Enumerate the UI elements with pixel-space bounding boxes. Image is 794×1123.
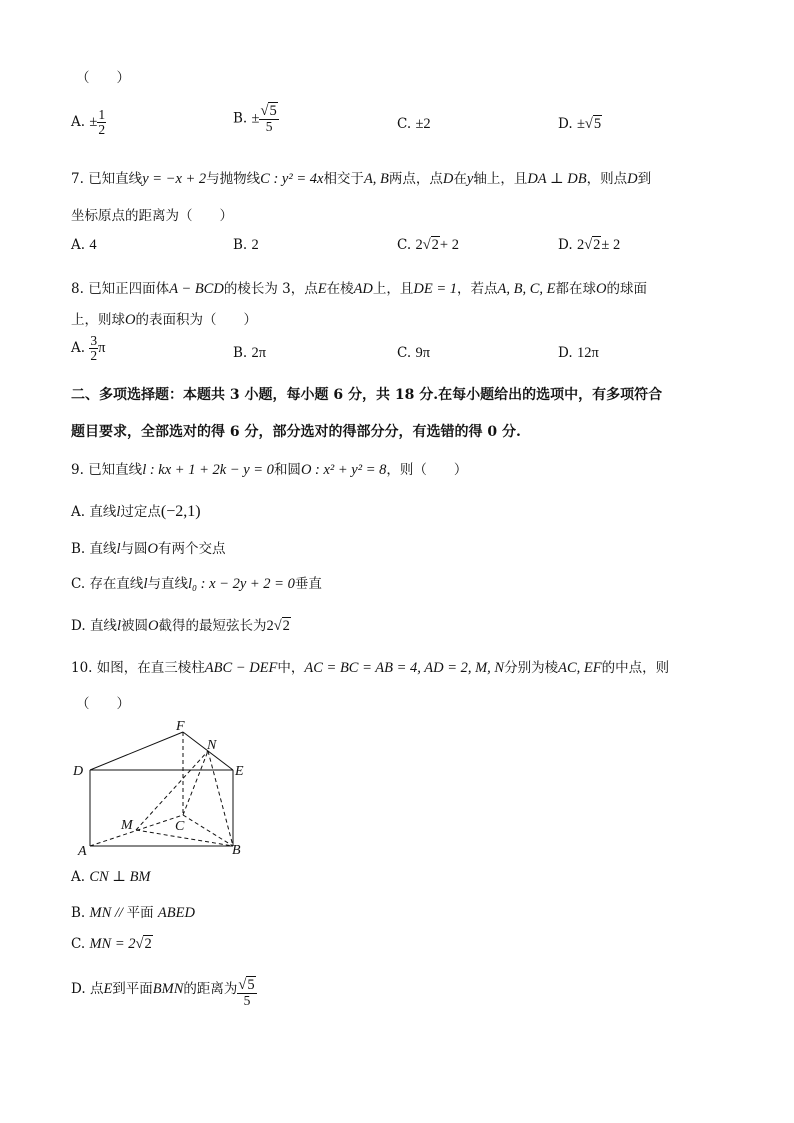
label-D: D — [73, 764, 84, 779]
segment-NB — [208, 751, 233, 846]
segment-CN — [183, 751, 208, 815]
q7-option-c: C. 2√2+ 2 — [397, 237, 459, 253]
label-A: A — [78, 844, 87, 859]
q9-option-d: D. 直线l被圆O截得的最短弦长为2√2 — [71, 618, 290, 634]
q8-option-d: D. 12π — [558, 345, 599, 361]
label-F: F — [176, 719, 185, 734]
q6-b-fraction: $\frac{√5}{5}$ — [260, 103, 277, 135]
q9-option-b: B. 直线l与圆O有两个交点 — [71, 541, 226, 557]
q9-stem: 9. 已知直线l : kx + 1 + 2k − y = 0和圆O : x² + y² = 8，则（ ） — [71, 462, 468, 478]
q10-stem-paren: （ ） — [76, 696, 130, 712]
edge-DF — [90, 732, 183, 770]
q10-stem-line1: 10. 如图，在直三棱柱ABC − DEF中，AC = BC = AB = 4, AD = 2, M, N分别为棱AC, EF的中点，则 — [71, 660, 670, 676]
q6-option-d: D. ±√5 — [558, 116, 602, 132]
section2-heading-line2: 题目要求，全部选对的得 6 分，部分选对的得部分分，有选错的得 0 分. — [71, 424, 521, 440]
label-C: C — [175, 819, 185, 834]
q7-option-d: D. 2√2± 2 — [558, 237, 621, 253]
q7-option-b: B. 2 — [233, 237, 259, 253]
q6-option-c: C. ±2 — [397, 116, 431, 132]
q9-option-c: C. 存在直线l与直线l₀ : x − 2y + 2 = 0垂直 — [71, 576, 322, 592]
q10-prism-figure — [70, 718, 260, 864]
q7-stem-line2: 坐标原点的距离为（ ） — [71, 208, 233, 224]
q8-option-a: A. $\frac{3}{2}$ π — [71, 333, 106, 364]
section2-heading-line1: 二、多项选择题：本题共 3 小题，每小题 6 分，共 18 分.在每小题给出的选项中，有多项符合 — [71, 387, 663, 403]
label-E: E — [235, 764, 244, 779]
label-B: B — [232, 843, 241, 858]
q6-d-sqrt: √5 — [584, 116, 602, 132]
q8-option-c: C. 9π — [397, 345, 431, 361]
q7-stem-line1: 7. 已知直线y = −x + 2与抛物线C : y² = 4x相交于A, B两点，点D在y轴上，且DA ⊥ DB，则点D到 — [71, 171, 652, 187]
segment-MB — [136, 830, 233, 846]
q8-stem-line1: 8. 已知正四面体A − BCD的棱长为 3，点E在棱AD上，且DE = 1，若点A, B, C, E都在球O的球面 — [71, 281, 648, 297]
label-M: M — [121, 818, 133, 833]
q10-option-b: B. MN // 平面 ABED — [71, 905, 195, 921]
q9-option-a: A. 直线l过定点(−2,1) — [71, 503, 201, 520]
edge-CB — [183, 815, 233, 846]
q10-option-c: C. MN = 2√2 — [71, 936, 152, 952]
q8-option-b: B. 2π — [233, 345, 267, 361]
prev-question-paren: （ ） — [76, 70, 130, 86]
q10-option-d: D. 点E到平面BMN的距离为 $\frac{√5}{5}$ — [71, 976, 255, 1008]
q8-stem-line2: 上，则球O的表面积为（ ） — [71, 312, 257, 328]
q6-a-fraction: $\frac{1}{2}$ — [98, 107, 106, 138]
q7-option-a: A. 4 — [71, 237, 97, 253]
label-N: N — [207, 738, 217, 753]
q6-option-a: A. ± $\frac{1}{2}$ — [71, 107, 106, 138]
q10-option-a: A. CN ⊥ BM — [71, 869, 151, 885]
q6-option-b: B. ± $\frac{√5}{5}$ — [233, 103, 277, 135]
